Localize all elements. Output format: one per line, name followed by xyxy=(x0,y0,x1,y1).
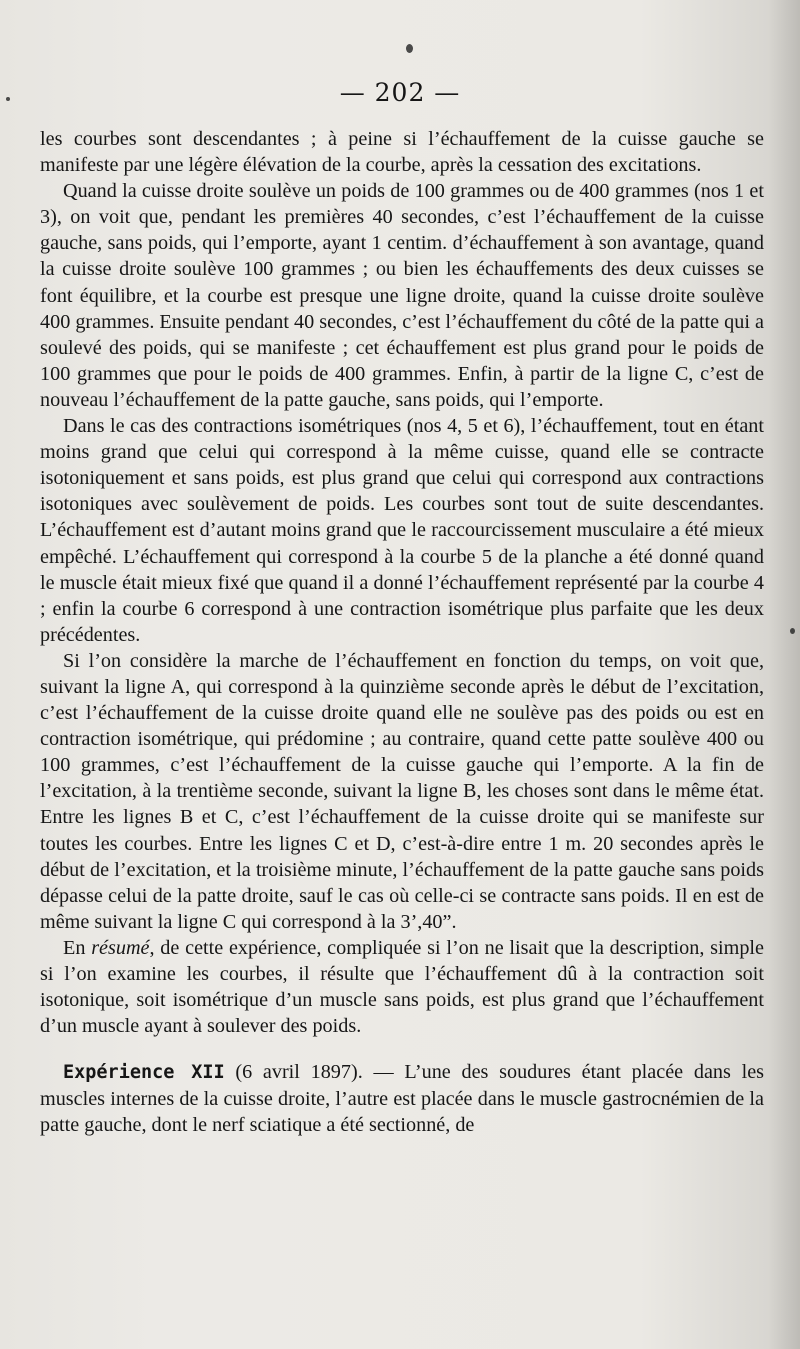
paragraph-6 xyxy=(40,1059,764,1138)
paragraph-5-lead: En xyxy=(63,936,92,959)
ink-dot xyxy=(406,44,413,53)
ink-dot xyxy=(790,628,795,634)
paragraph-5-text: , de cette expérience, compliquée si l’on ne lisait que la description, simple si l’on examine les courbes, il résulte que l’échauffement dû à la contraction soit isotonique, soit isométrique d’un muscle sans poids, est plus grand que l’échauffement d’un muscle ayant à soulever des poids. xyxy=(40,936,764,1038)
body-text xyxy=(40,126,764,1139)
paragraph-3: Dans le cas des contractions isométriques (nos 4, 5 et 6), l’échauffement, tout en étant moins grand que celui qui correspond à la même cuisse, quand elle se contracte isotoniquement et sans poids, est plus grand que celui qui correspond aux contractions isotoniques avec soulèvement de poids. Les courbes sont tout de suite descendantes. L’échauffement est d’autant moins grand que le raccourcissement musculaire a été mieux empêché. L’échauffement qui correspond à la courbe 5 de la planche a été donné quand le muscle était mieux fixé que quand il a donné l’échauffement représenté par la courbe 4 ; enfin la courbe 6 correspond à une contraction isométrique plus parfaite que les deux précédentes. xyxy=(40,415,764,646)
paragraph-2: Quand la cuisse droite soulève un poids de 100 grammes ou de 400 grammes (nos 1 et 3), on voit que, pendant les premières 40 secondes, c’est l’échauffement de la cuisse gauche, sans poids, qui l’emporte, ayant 1 centim. d’échauffement à son avantage, quand la cuisse droite soulève 100 grammes ; ou bien les échauffements des deux cuisses se font équilibre, et la courbe est presque une ligne droite, quand la cuisse droite soulève 400 grammes. Ensuite pendant 40 secondes, c’est l’échauffement du côté de la patte qui a soulevé des poids, qui se manifeste ; cet échauffement est plus grand pour le poids de 100 grammes que pour le poids de 400 grammes. Enfin, à partir de la ligne C, c’est de nouveau l’échauffement de la patte gauche, sans poids, qui l’emporte. xyxy=(40,180,764,411)
paragraph-5 xyxy=(40,935,764,1039)
resume-word: résumé xyxy=(91,936,150,959)
paragraph-6-text: (6 avril 1897). — L’une des soudures étant placée dans les muscles internes de la cuisse droite, l’autre est placée dans le muscle gastrocnémien de la patte gauche, dont le nerf sciatique a été sectionné, de xyxy=(40,1061,765,1137)
page-number: — 202 — xyxy=(339,78,461,107)
paragraph-4: Si l’on considère la marche de l’échauffement en fonction du temps, on voit que, suivant la ligne A, qui correspond à la quinzième seconde après le début de l’excitation, c’est l’échauffement de la cuisse droite quand elle ne soulève pas des poids ou est en contraction isométrique, qui prédomine ; au contraire, quand cette patte soulève 400 ou 100 grammes, c’est l’échauffement de la cuisse gauche qui l’emporte. A la fin de l’excitation, à la trentième seconde, suivant la ligne B, les choses sont dans le même état. Entre les lignes B et C, c’est l’échauffement de la cuisse droite qui se manifeste sur toutes les courbes. Entre les lignes C et D, c’est-à-dire entre 1 m. 20 secondes après le début de l’excitation, et la troisième minute, l’échauffement de la patte gauche sans poids dépasse celui de la patte droite, sauf le cas où celle-ci se contracte sans poids. Il en est de même suivant la ligne C qui correspond à la 3’,40”. xyxy=(40,649,764,933)
experiment-label: Expérience XII xyxy=(63,1062,225,1084)
paragraph-1: les courbes sont descendantes ; à peine si l’échauffement de la cuisse gauche se manifeste par une légère élévation de la courbe, après la cessation des excitations. xyxy=(40,128,764,177)
